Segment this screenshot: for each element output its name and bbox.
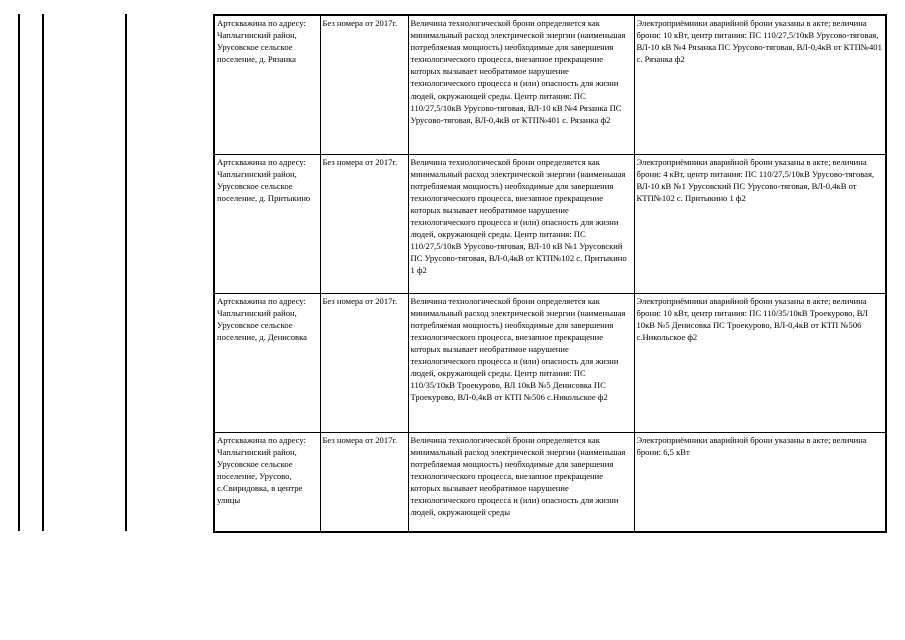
object-cell: Артскважина по адресу: Чаплыгинский район, Урусовское сельское поселение, Урусово, с.Свиридовка, в центре улицы xyxy=(214,432,320,532)
number-cell: Без номера от 2017г. xyxy=(320,154,408,293)
number-cell: Без номера от 2017г. xyxy=(320,293,408,432)
note-cell: Электроприёмники аварийной брони указаны в акте; величина брони: 4 кВт, центр питания: ПС 110/27,5/10кВ Урусово-тяговая, ВЛ-10 кВ №1 Урусовский ПС Урусово-тяговая, ВЛ-0,4кВ от КТП№102 с. Притыкино 1 ф2 xyxy=(634,154,886,293)
note-cell: Электроприёмники аварийной брони указаны в акте; величина брони: 10 кВт, центр питания: ПС 110/35/10кВ Троекурово, ВЛ 10кВ №5 Денисовка ПС Троекурово, ВЛ-0,4кВ от КТП №506 с.Никольское ф2 xyxy=(634,293,886,432)
object-cell: Артскважина по адресу: Чаплыгинский район, Урусовское сельское поселение, д. Притыкино xyxy=(214,154,320,293)
column-divider-3 xyxy=(125,14,127,531)
reserve-table xyxy=(213,14,887,533)
table-row xyxy=(214,432,886,532)
number-cell: Без номера от 2017г. xyxy=(320,15,408,154)
number-cell: Без номера от 2017г. xyxy=(320,432,408,532)
object-cell: Артскважина по адресу: Чаплыгинский район, Урусовское сельское поселение, д. Денисовка xyxy=(214,293,320,432)
note-cell: Электроприёмники аварийной брони указаны в акте; величина брони: 10 кВт, центр питания: ПС 110/27,5/10кВ Урусово-тяговая, ВЛ-10 кВ №4 Рязанка ПС Урусово-тяговая, ВЛ-0,4кВ от КТП№401 с. Рязанка ф2 xyxy=(634,15,886,154)
note-cell: Электроприёмники аварийной брони указаны в акте; величина брони: 6,5 кВт xyxy=(634,432,886,532)
table-row xyxy=(214,293,886,432)
description-cell: Величина технологической брони определяется как минимальный расход электрической энергии (наименьшая потребляемая мощность) необходимые для завершения технологического процесса, внезапное прекращение которых вызывает необратимое нарушение технологического процесса и (или) опасность для жизни людей, окружающей среды. Центр питания: ПС 110/27,5/10кВ Урусово-тяговая, ВЛ-10 кВ №4 Рязанка ПС Урусово-тяговая, ВЛ-0,4кВ от КТП№401 с. Рязанка ф2 xyxy=(408,15,634,154)
table-row xyxy=(214,154,886,293)
description-cell: Величина технологической брони определяется как минимальный расход электрической энергии (наименьшая потребляемая мощность) необходимые для завершения технологического процесса, внезапное прекращение которых вызывает необратимое нарушение технологического процесса и (или) опасность для жизни людей, окружающей среды. Центр питания: ПС 110/35/10кВ Троекурово, ВЛ 10кВ №5 Денисовка ПС Троекурово, ВЛ-0,4кВ от КТП №506 с.Никольское ф2 xyxy=(408,293,634,432)
object-cell: Артскважина по адресу: Чаплыгинский район, Урусовское сельское поселение, д. Рязанка xyxy=(214,15,320,154)
column-divider-1 xyxy=(18,14,20,531)
table-row xyxy=(214,15,886,154)
column-divider-2 xyxy=(42,14,44,531)
description-cell: Величина технологической брони определяется как минимальный расход электрической энергии (наименьшая потребляемая мощность) необходимые для завершения технологического процесса, внезапное прекращение которых вызывает необратимое нарушение технологического процесса и (или) опасность для жизни людей, окружающей среды. Центр питания: ПС 110/27,5/10кВ Урусово-тяговая, ВЛ-10 кВ №1 Урусовский ПС Урусово-тяговая, ВЛ-0,4кВ от КТП№102 с. Притыкино 1 ф2 xyxy=(408,154,634,293)
description-cell: Величина технологической брони определяется как минимальный расход электрической энергии (наименьшая потребляемая мощность) необходимые для завершения технологического процесса, внезапное прекращение которых вызывает необратимое нарушение технологического процесса и (или) опасность для жизни людей, окружающей среды xyxy=(408,432,634,532)
